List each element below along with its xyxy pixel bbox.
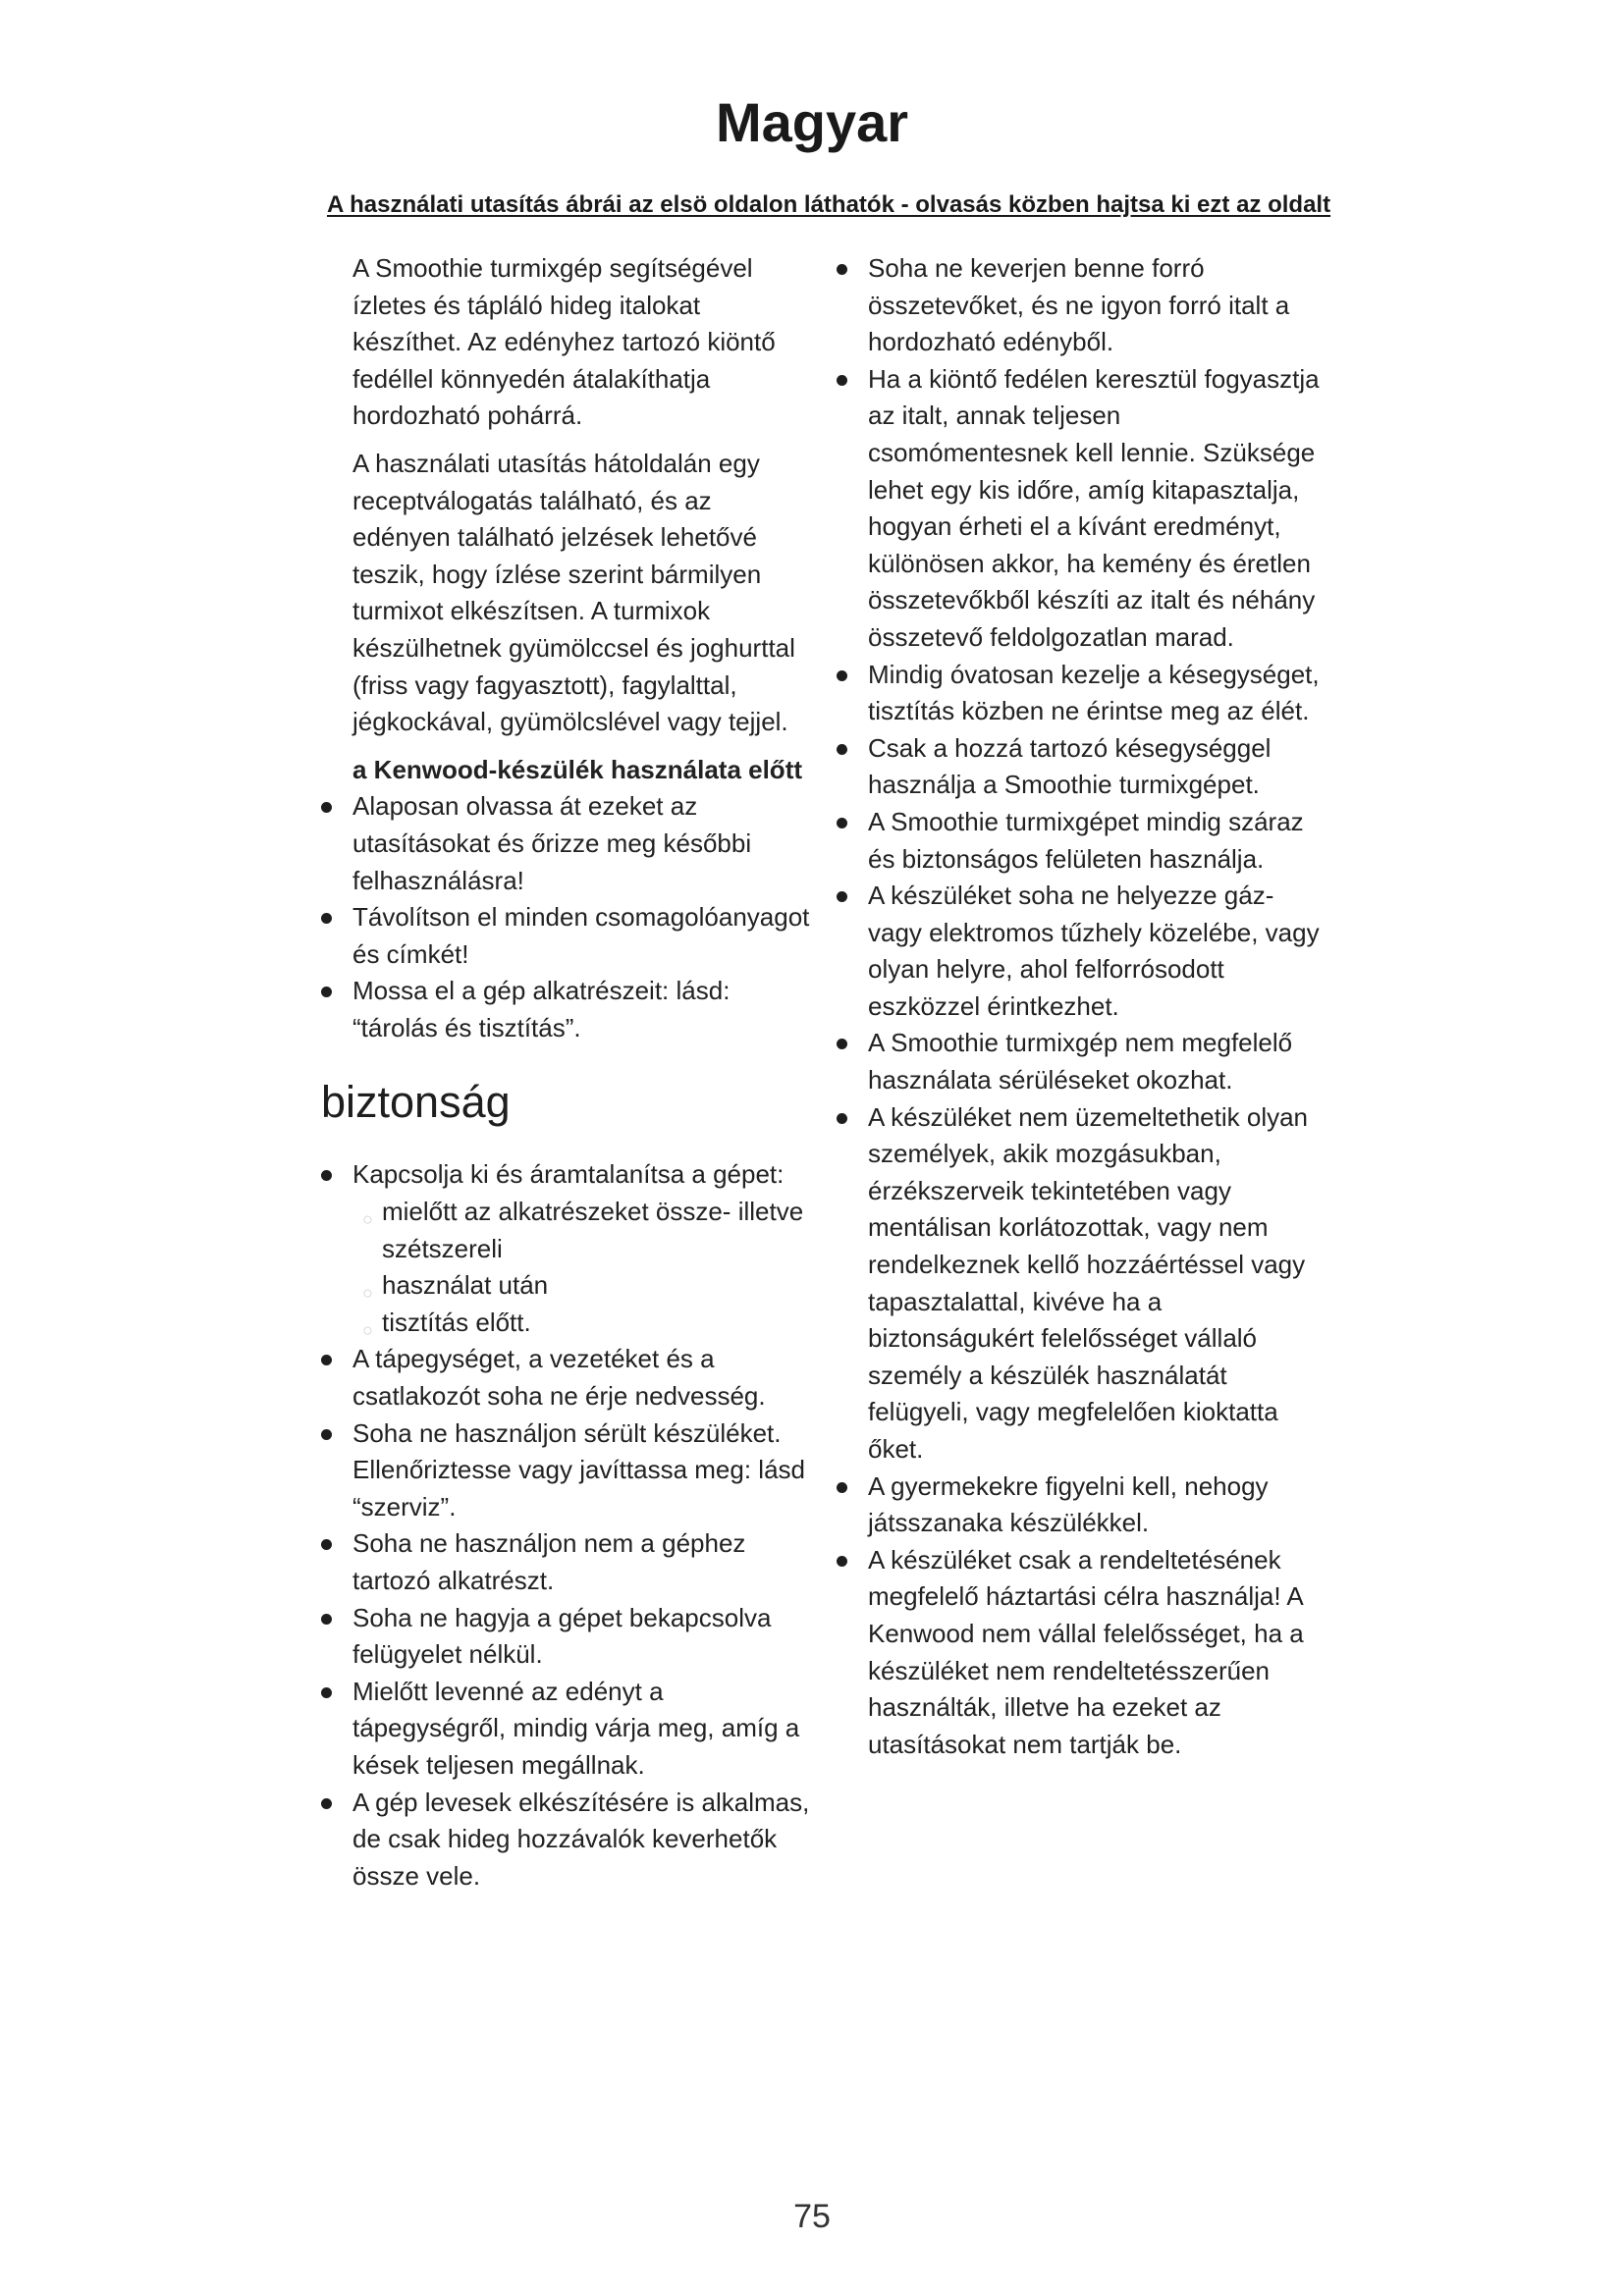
list-item [321, 1156, 812, 1341]
bullet-icon [321, 987, 332, 997]
foldout-instruction: A használati utasítás ábrái az elsö oldalon láthatók - olvasás közben hajtsa ki ezt az oldalt [327, 191, 1331, 218]
bullet-icon [837, 1556, 847, 1567]
bullet-icon [321, 1429, 332, 1440]
bullet-icon [321, 1798, 332, 1809]
bullet-icon [321, 1687, 332, 1698]
list-item: A gép levesek elkészítésére is alkalmas, de csak hideg hozzávalók keverhetők össze vele. [321, 1785, 812, 1896]
list-item: A készüléket csak a rendeltetésének megfelelő háztartási célra használja! A Kenwood nem vállal felelősséget, ha a készüléket nem rendeltetésszerűen használták, illetve ha ezeket az utasításokat nem tartják be. [837, 1542, 1327, 1764]
list-item: Soha ne használjon sérült készüléket. Ellenőriztesse vagy javíttassa meg: lásd “szerviz”. [321, 1415, 812, 1526]
unplug-sub-list [352, 1194, 812, 1341]
list-item: Távolítson el minden csomagolóanyagot és címkét! [321, 899, 812, 973]
list-item: A gyermekekre figyelni kell, nehogy játsszanaka készülékkel. [837, 1468, 1327, 1542]
bullet-icon [321, 1614, 332, 1625]
bullet-icon [837, 375, 847, 386]
list-item: Ha a kiöntő fedélen keresztül fogyasztja az italt, annak teljesen csomómentesnek kell lennie. Szüksége lehet egy kis időre, amíg kitapasztalja, hogyan érheti el a kívánt eredményt, különösen akkor, ha kemény és éretlen összetevőkből készíti az italt és néhány összetevő feldolgozatlan marad. [837, 361, 1327, 657]
safety-heading: biztonság [321, 1077, 511, 1128]
safety-list-left [321, 1156, 812, 1895]
bullet-icon [321, 1355, 332, 1365]
list-item: Soha ne használjon nem a géphez tartozó alkatrészt. [321, 1525, 812, 1599]
bullet-icon [837, 1113, 847, 1124]
page-number: 75 [793, 2198, 831, 2235]
circle-marker-icon: ○ [362, 1209, 373, 1230]
before-use-heading: a Kenwood-készülék használata előtt [352, 754, 803, 784]
sub-list-item: ○ tisztítás előtt. [352, 1305, 812, 1342]
list-item: A Smoothie turmixgép nem megfelelő használata sérüléseket okozhat. [837, 1025, 1327, 1098]
bullet-icon [837, 670, 847, 681]
right-column [837, 250, 1327, 1763]
bullet-icon [321, 1170, 332, 1181]
bullet-icon [321, 1539, 332, 1550]
intro-paragraph-1: A Smoothie turmixgép segítségével ízletes és tápláló hideg italokat készíthet. Az edényhez tartozó kiöntő fedéllel könnyedén átalakíthatja hordozható pohárrá. [352, 253, 776, 431]
bullet-icon [837, 818, 847, 828]
list-item: A készüléket nem üzemeltethetik olyan személyek, akik mozgásukban, érzékszerveik tekintetében vagy mentálisan korlátozottak, vagy nem rendelkeznek kellő hozzáértéssel vagy tapasztalattal, kivéve ha a biztonságukért felelősséget vállaló személy a készülék használatát felügyeli, vagy megfelelően kioktatta őket. [837, 1099, 1327, 1468]
list-item: Mossa el a gép alkatrészeit: lásd: “tárolás és tisztítás”. [321, 973, 812, 1046]
bullet-icon [837, 891, 847, 902]
list-item: Csak a hozzá tartozó késegységgel használja a Smoothie turmixgépet. [837, 730, 1327, 804]
list-item: Alaposan olvassa át ezeket az utasításokat és őrizze meg későbbi felhasználásra! [321, 788, 812, 899]
subtitle-container [327, 189, 1368, 229]
bullet-icon [837, 264, 847, 275]
list-item: Soha ne hagyja a gépet bekapcsolva felügyelet nélkül. [321, 1600, 812, 1674]
list-item: A készüléket soha ne helyezze gáz- vagy elektromos tűzhely közelébe, vagy olyan helyre, ahol felforrósodott eszközzel érintkezhet. [837, 878, 1327, 1025]
bullet-icon [837, 1039, 847, 1049]
list-item: A tápegységet, a vezetéket és a csatlakozót soha ne érje nedvesség. [321, 1341, 812, 1415]
list-item: Mindig óvatosan kezelje a késegységet, tisztítás közben ne érintse meg az élét. [837, 657, 1327, 730]
circle-marker-icon: ○ [362, 1319, 373, 1340]
safety-list-right [837, 250, 1327, 1763]
page-title: Magyar [715, 91, 909, 153]
list-item: Mielőtt levenné az edényt a tápegységről, mindig várja meg, amíg a kések teljesen megállnak. [321, 1674, 812, 1785]
before-use-list [321, 788, 812, 1046]
intro-paragraph-2: A használati utasítás hátoldalán egy receptválogatás található, és az edényen található jelzések lehetővé teszik, hogy ízlése szerint bármilyen turmixot elkészítsen. A turmixok készülhetnek gyümölccsel és joghurttal (friss vagy fagyasztott), fagylalttal, jégkockával, gyümölcslével vagy tejjel. [352, 448, 795, 737]
sub-list-item: ○ használat után [352, 1267, 812, 1305]
bullet-icon [837, 1482, 847, 1493]
list-item: Soha ne keverjen benne forró összetevőket, és ne igyon forró italt a hordozható edényből. [837, 250, 1327, 361]
unplug-text: Kapcsolja ki és áramtalanítsa a gépet: [352, 1159, 785, 1190]
bullet-icon [321, 802, 332, 813]
sub-list-item: ○ mielőtt az alkatrészeket össze- illetve szétszereli [362, 1197, 804, 1263]
bullet-icon [321, 913, 332, 924]
left-column [321, 250, 812, 1895]
circle-marker-icon: ○ [362, 1283, 373, 1304]
bullet-icon [837, 744, 847, 755]
list-item: A Smoothie turmixgépet mindig száraz és biztonságos felületen használja. [837, 804, 1327, 878]
